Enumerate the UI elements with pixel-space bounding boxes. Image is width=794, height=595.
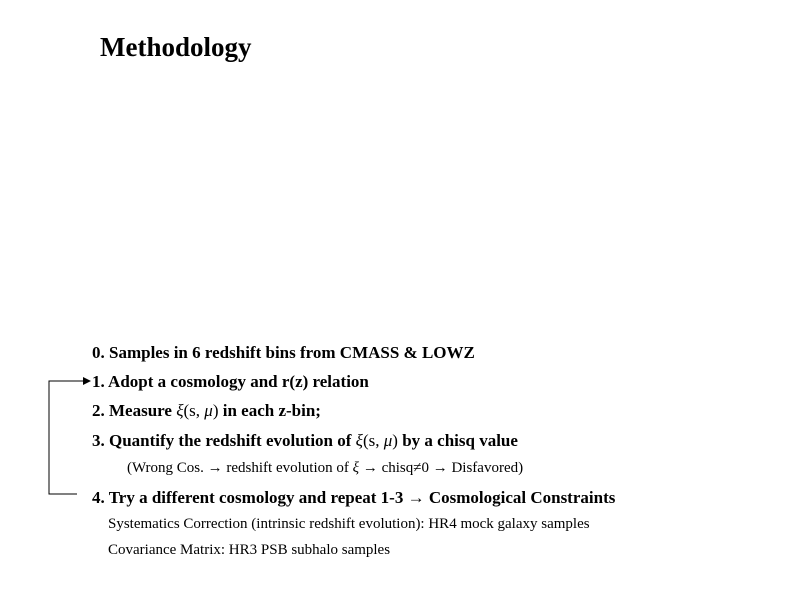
slide-title: Methodology bbox=[100, 32, 252, 62]
step-0: 0. Samples in 6 redshift bins from CMASS & LOWZ bbox=[92, 343, 475, 362]
systematics-note: Systematics Correction (intrinsic redshift evolution): HR4 mock galaxy samples bbox=[108, 516, 590, 532]
note-suffix: → chisq≠0 → Disfavored) bbox=[359, 460, 524, 476]
step-4: 4. Try a different cosmology and repeat 1-3 → Cosmological Constraints bbox=[92, 488, 616, 507]
note-xi: ξ bbox=[352, 460, 360, 476]
step-2-mu: μ bbox=[204, 401, 213, 420]
step-3-note bbox=[127, 460, 523, 477]
step-3 bbox=[92, 431, 518, 451]
step-2-suffix: in each z-bin; bbox=[218, 401, 321, 420]
step-1: 1. Adopt a cosmology and r(z) relation bbox=[92, 372, 369, 391]
note-prefix: (Wrong Cos. → redshift evolution of bbox=[127, 460, 353, 476]
step-3-args-close: ) bbox=[392, 431, 398, 450]
step-2-args-close: ) bbox=[212, 401, 219, 420]
step-3-args-open: (s, bbox=[362, 431, 384, 450]
step-2 bbox=[92, 401, 321, 421]
covariance-note: Covariance Matrix: HR3 PSB subhalo samples bbox=[108, 542, 391, 558]
step-3-xi: ξ bbox=[355, 431, 363, 450]
step-3-mu: μ bbox=[383, 431, 393, 450]
step-3-prefix: 3. Quantify the redshift evolution of bbox=[92, 431, 356, 450]
step-2-xi: ξ bbox=[176, 401, 184, 420]
step-2-prefix: 2. Measure bbox=[92, 401, 177, 420]
step-2-args-open: (s, bbox=[183, 401, 205, 420]
step-3-suffix: by a chisq value bbox=[397, 431, 518, 450]
